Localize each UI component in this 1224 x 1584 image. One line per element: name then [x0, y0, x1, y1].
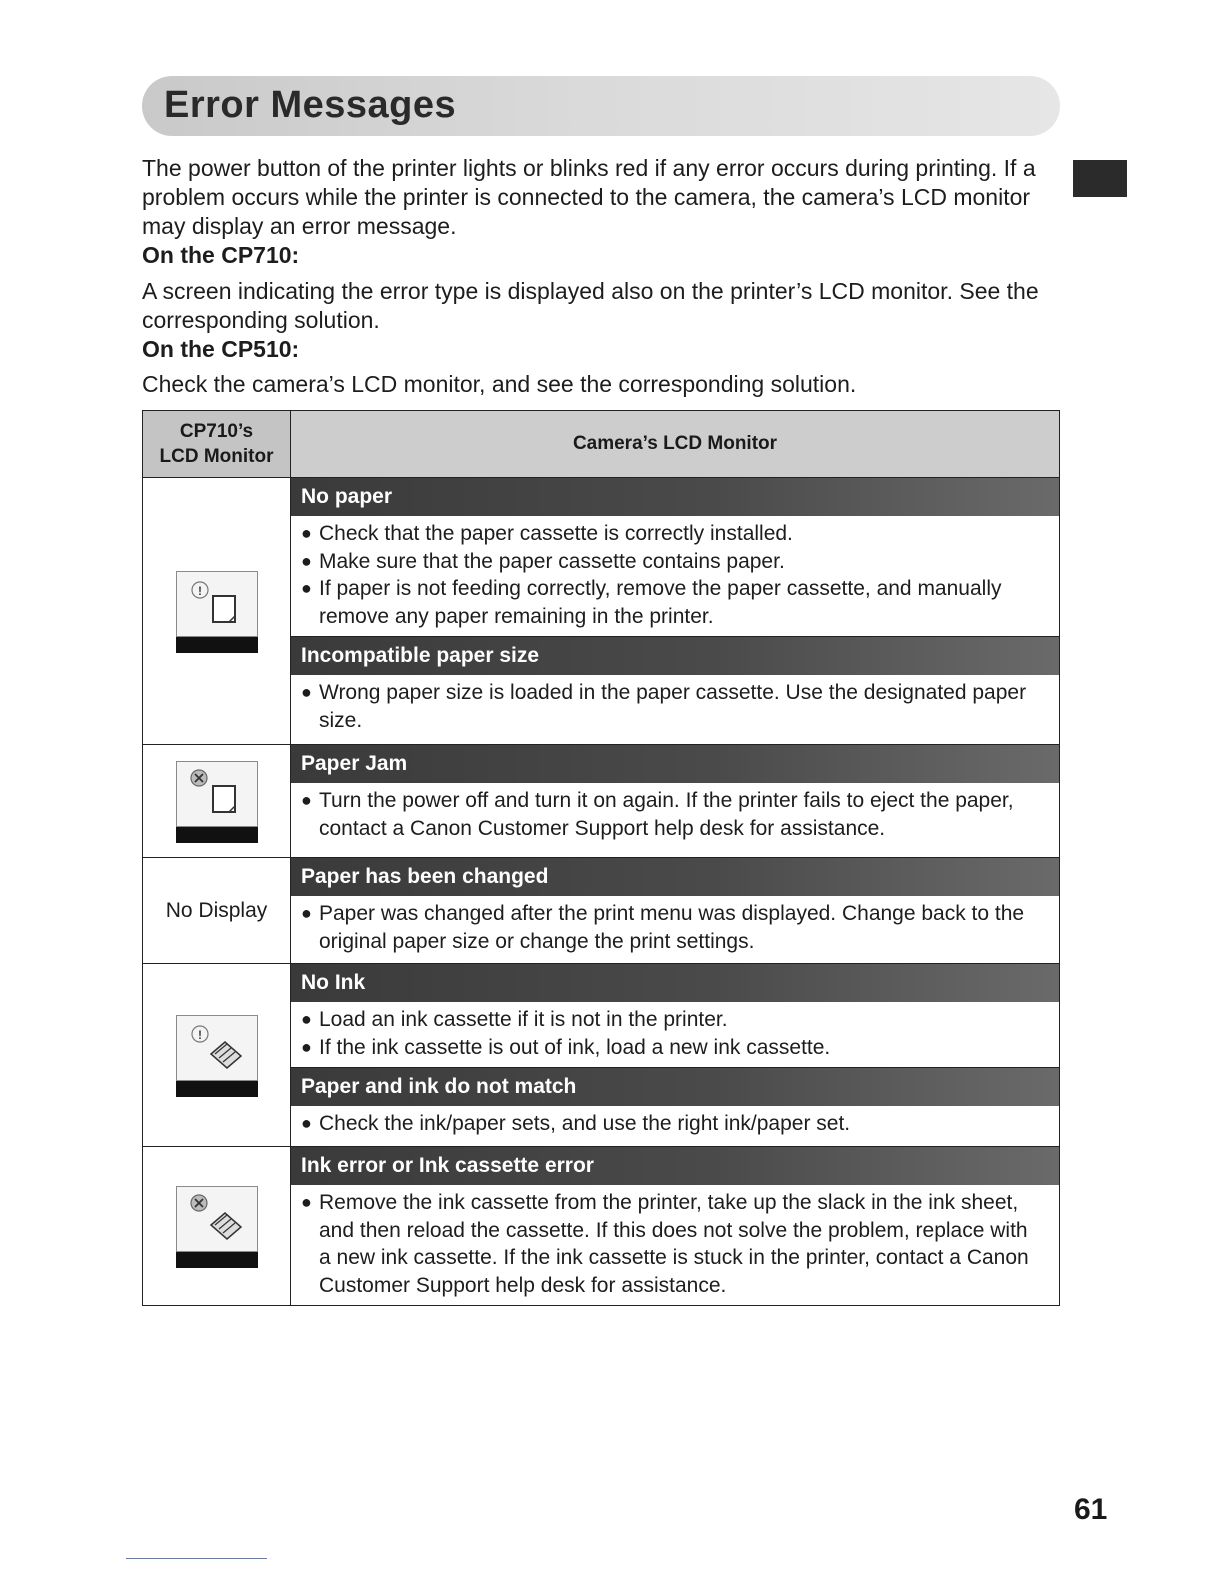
cp710-heading: On the CP710:: [142, 242, 300, 268]
svg-text:!: !: [197, 1027, 202, 1042]
error-title-paper-jam: Paper Jam: [291, 745, 1059, 783]
error-title-no-paper: No paper: [291, 478, 1059, 516]
error-title-incompatible-size: Incompatible paper size: [291, 637, 1059, 675]
column-header-camera-lcd: Camera’s LCD Monitor: [291, 411, 1059, 477]
error-solution: ● Remove the ink cassette from the printer, take up the slack in the ink sheet, and then reload the cassette. If this does not solve the problem, replace with a new ink cassette. If the ink cassette is stuck in the printer, contact a Canon Customer Support help desk for assistance.: [301, 1191, 1029, 1297]
table-row: [143, 1146, 1059, 1306]
table-row: [143, 963, 1059, 1147]
intro-section: [142, 154, 1062, 399]
table-row: [143, 477, 1059, 745]
intro-paragraph: The power button of the printer lights or blinks red if any error occurs during printing. If a problem occurs while the printer is connected to the camera, the camera’s LCD monitor may display an error message.: [142, 155, 1036, 239]
cp510-text: Check the camera’s LCD monitor, and see the corresponding solution.: [142, 371, 857, 397]
error-title-ink-paper-mismatch: Paper and ink do not match: [291, 1068, 1059, 1106]
footer-rule: [126, 1558, 267, 1559]
error-solution: ● Load an ink cassette if it is not in the printer. ● If the ink cassette is out of ink, load a new ink cassette.: [291, 1002, 1059, 1068]
error-solution: ● Wrong paper size is loaded in the paper cassette. Use the designated paper size.: [301, 681, 1027, 732]
printer-lcd-cell: [143, 745, 291, 858]
ink-warning-lcd-icon: [176, 1015, 258, 1097]
ink-error-lcd-icon: [176, 1186, 258, 1268]
error-solution: ● Check the ink/paper sets, and use the right ink/paper set.: [301, 1112, 851, 1135]
printer-lcd-cell: [143, 964, 291, 1147]
printer-lcd-cell: [143, 858, 291, 964]
paper-warning-lcd-icon: [176, 571, 258, 653]
error-solution: ● Turn the power off and turn it on again. If the printer fails to eject the paper, contact a Canon Customer Support help desk for assistance.: [301, 789, 1014, 840]
section-tab-marker: [1073, 160, 1127, 197]
printer-lcd-cell: [143, 1147, 291, 1306]
table-row: [143, 857, 1059, 964]
error-solution: ● Paper was changed after the print menu was displayed. Change back to the original paper size or change the print settings.: [301, 902, 1025, 953]
title-banner: [142, 76, 1060, 136]
cp710-text: A screen indicating the error type is displayed also on the printer’s LCD monitor. See the corresponding solution.: [142, 278, 1039, 333]
error-title-paper-changed: Paper has been changed: [291, 858, 1059, 896]
error-title-ink-error: Ink error or Ink cassette error: [291, 1147, 1059, 1185]
error-table: [142, 410, 1060, 1306]
cp510-heading: On the CP510:: [142, 336, 300, 362]
no-display-label: No Display: [165, 899, 268, 922]
column-header-printer-lcd: CP710’s LCD Monitor: [143, 411, 291, 477]
page-number: 61: [1074, 1493, 1108, 1526]
page-title: Error Messages: [164, 84, 457, 126]
paper-error-lcd-icon: [176, 761, 258, 843]
svg-text:!: !: [197, 583, 202, 598]
error-title-no-ink: No Ink: [291, 964, 1059, 1002]
table-row: [143, 744, 1059, 858]
printer-lcd-cell: [143, 478, 291, 745]
error-solution: ● Check that the paper cassette is correctly installed. ● Make sure that the paper cassette contains paper. ● If paper is not feeding correctly, remove the paper cassette, and manually remove any paper remaining in the printer.: [291, 516, 1059, 637]
